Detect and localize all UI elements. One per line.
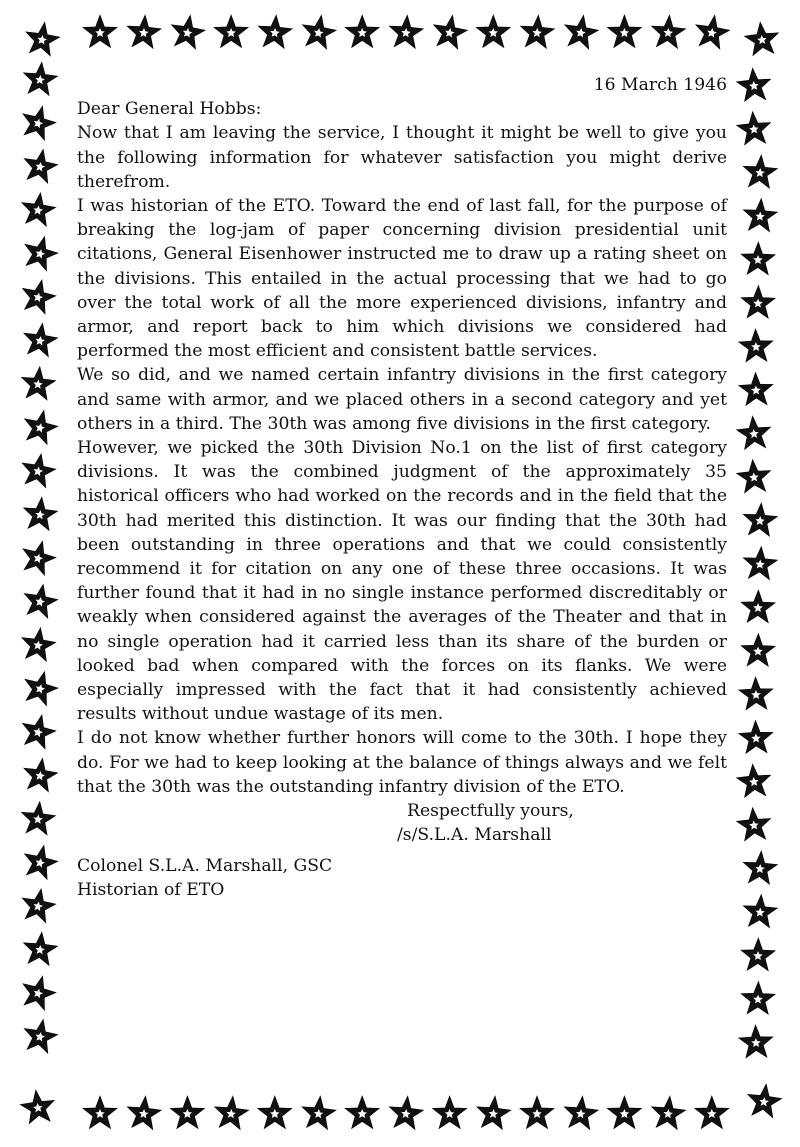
star-icon — [520, 15, 554, 48]
star-icon — [24, 497, 58, 530]
star-icon — [743, 547, 777, 580]
star-icon — [170, 1096, 204, 1129]
paragraph-4: However, we picked the 30th Division No.1 on the list of first category divisions. It was the combined judgment of the approximately 35 historical officers who had worked on the records and in the field that the 30th had merited this distinction. It was our finding that the 30th had been outstanding in three operations and that we could consistently recommend it for citation on any one of these three occasions. It was further found that it had in no single instance performed discreditably or weakly when considered against the averages of the Theater and that in no single operation had it carried less than its share of the burden or looked bad when compared with the forces on its flanks. We were especially impressed with the fact that it had consistently achieved results without undue wastage of its men. — [77, 438, 727, 725]
star-icon — [741, 590, 775, 623]
star-icon — [743, 199, 777, 232]
star-icon — [607, 15, 641, 48]
star-icon — [25, 845, 58, 879]
star-icon — [26, 22, 60, 56]
star-icon — [20, 1090, 54, 1124]
star-icon — [739, 1025, 773, 1058]
star-icon — [739, 721, 773, 754]
star-icon — [389, 1096, 423, 1129]
star-icon — [743, 503, 777, 536]
star-icon — [24, 323, 58, 357]
star-icon — [171, 15, 205, 49]
star-icon — [743, 895, 777, 928]
star-icon — [24, 62, 58, 95]
star-icon — [24, 932, 58, 965]
star-icon — [24, 758, 58, 792]
salutation: Dear General Hobbs: — [77, 99, 262, 120]
star-icon — [652, 1096, 686, 1129]
paragraph-3: We so did, and we named certain infantry divisions in the first category and same with armor, and we placed others in a second category and yet others in a third. The 30th was among five divisions in the first category. — [77, 365, 727, 434]
star-icon — [433, 1096, 467, 1129]
signature: /s/S.L.A. Marshall — [397, 825, 552, 846]
star-icon — [741, 634, 775, 667]
closing: Respectfully yours, — [407, 801, 574, 822]
signer-name: Colonel S.L.A. Marshall, GSC — [77, 855, 333, 876]
star-icon — [22, 628, 56, 662]
star-icon — [737, 68, 771, 101]
star-icon — [737, 460, 771, 493]
star-icon — [24, 149, 58, 183]
star-icon — [476, 15, 510, 48]
star-icon — [737, 112, 771, 145]
paragraph-2: I was historian of the ETO. Toward the end of last fall, for the purpose of breaking the log-jam of paper concerning division presidential unit citations, General Eisenhower instructed me to draw up a rating sheet on the divisions. This entailed in the actual processing that we had to go over the total work of all the more experienced divisions, infantry and armor, and report back to him which divisions we considered had performed the most efficient and consistent battle services. — [77, 196, 727, 362]
star-icon — [520, 1096, 554, 1129]
star-icon — [23, 106, 56, 140]
star-icon — [23, 280, 56, 314]
star-icon — [564, 1096, 598, 1129]
letter-body — [77, 73, 727, 902]
star-icon — [258, 15, 292, 48]
star-icon — [22, 454, 56, 488]
star-icon — [743, 155, 777, 188]
star-icon — [127, 1096, 161, 1129]
star-icon — [741, 982, 775, 1015]
star-icon — [23, 976, 56, 1010]
star-icon — [741, 286, 775, 319]
paragraph-1: Now that I am leaving the service, I thought it might be well to give you the following information for whatever satisfaction you might derive therefrom. — [77, 123, 727, 192]
star-icon — [83, 1096, 117, 1129]
star-icon — [22, 802, 56, 835]
star-icon — [741, 938, 775, 971]
star-icon — [214, 15, 248, 48]
star-icon — [127, 15, 161, 48]
star-icon — [215, 1096, 249, 1129]
star-icon — [345, 1096, 379, 1129]
star-icon — [23, 715, 56, 749]
star-icon — [737, 416, 771, 449]
star-icon — [22, 889, 56, 923]
star-icon — [607, 1096, 641, 1129]
star-icon — [743, 851, 777, 884]
star-icon — [434, 15, 468, 49]
star-icon — [739, 677, 773, 710]
star-icon — [23, 541, 56, 575]
star-icon — [24, 584, 58, 618]
star-icon — [303, 15, 337, 49]
star-icon — [477, 1096, 511, 1129]
star-icon — [302, 1096, 336, 1129]
star-icon — [22, 367, 56, 400]
signer-title: Historian of ETO — [77, 879, 225, 900]
letter-date: 16 March 1946 — [593, 75, 727, 95]
star-icon — [695, 1096, 729, 1129]
star-icon — [22, 193, 56, 227]
star-icon — [739, 329, 773, 362]
star-icon — [741, 242, 775, 275]
star-icon — [25, 237, 58, 271]
star-icon — [748, 1084, 782, 1118]
star-icon — [696, 15, 730, 49]
star-icon — [744, 22, 778, 55]
star-icon — [389, 15, 423, 48]
star-icon — [652, 15, 686, 48]
star-icon — [737, 808, 771, 841]
star-icon — [25, 672, 58, 706]
paragraph-5: I do not know whether further honors will come to the 30th. I hope they do. For we had to keep looking at the balance of things always and we felt that the 30th was the outstanding infantry division of the ETO. — [77, 728, 727, 797]
star-icon — [345, 15, 379, 48]
star-icon — [258, 1096, 292, 1129]
star-icon — [737, 764, 771, 797]
star-icon — [24, 1019, 58, 1053]
star-icon — [565, 15, 599, 49]
star-icon — [739, 373, 773, 406]
star-icon — [83, 15, 117, 48]
star-icon — [25, 410, 58, 444]
